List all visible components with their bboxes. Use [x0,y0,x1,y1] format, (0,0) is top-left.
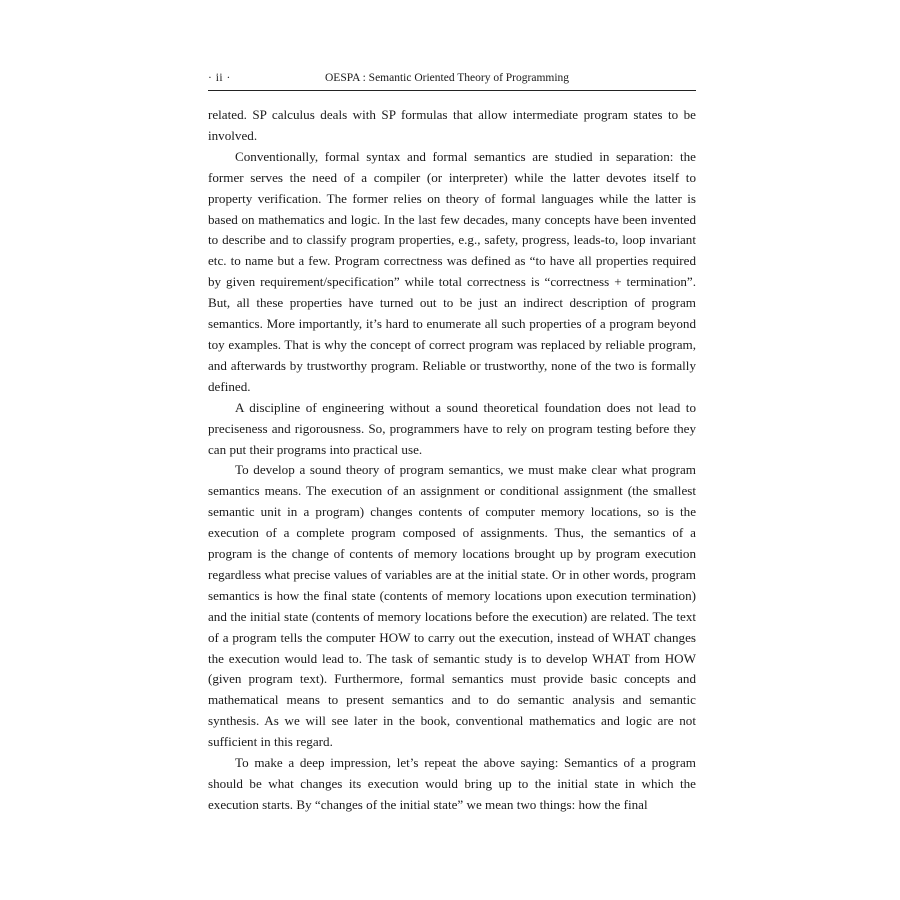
book-page [208,68,696,816]
paragraph-continuation: related. SP calculus deals with SP formulas that allow intermediate program states to be involved. [208,107,696,143]
paragraph: Conventionally, formal syntax and formal semantics are studied in separation: the former serves the need of a compiler (or interpreter) while the latter devotes itself to property verification. The former relies on theory of formal languages while the latter is based on mathematics and logic. In the last few decades, many concepts have been invented to describe and to classify program properties, e.g., safety, progress, leads-to, loop invariant etc. to name but a few. Program correctness was defined as “to have all properties required by given requirement/specification” while total correctness is “correctness + termination”. But, all these properties have turned out to be just an indirect description of program semantics. More importantly, it’s hard to enumerate all such properties of a program beyond toy examples. That is why the concept of correct program was replaced by reliable program, and afterwards by trustworthy program. Reliable or trustworthy, none of the two is formally defined. [208,148,696,394]
running-title: OESPA : Semantic Oriented Theory of Programming [325,72,570,84]
paragraph: A discipline of engineering without a sound theoretical foundation does not lead to preciseness and rigorousness. So, programmers have to rely on program testing before they can put their programs into practical use. [208,399,696,457]
page-number: · ii · [208,72,231,84]
paragraph: To make a deep impression, let’s repeat the above saying: Semantics of a program should be what changes its execution would bring up to the initial state in which the execution starts. By “changes of the initial state” we mean two things: how the final [208,755,696,812]
paragraph: To develop a sound theory of program semantics, we must make clear what program semantics means. The execution of an assignment or conditional assignment (the smallest semantic unit in a program) changes contents of computer memory locations, so is the execution of a complete program composed of assignments. Thus, the semantics of a program is the change of contents of memory locations brought up by program execution regardless what precise values of variables are at the initial state. Or in other words, program semantics is how the final state (contents of memory locations upon execution termination) and the initial state (contents of memory locations before the execution) are related. The text of a program tells the computer HOW to carry out the execution, instead of WHAT changes the execution would lead to. The task of semantic study is to develop WHAT from HOW (given program text). Furthermore, formal semantics must provide basic concepts and mathematical means to present semantics and to do semantic analysis and semantic synthesis. As we will see later in the book, conventional mathematics and logic are not sufficient in this regard. [208,462,696,750]
running-header [208,68,696,91]
body-text [208,105,696,816]
